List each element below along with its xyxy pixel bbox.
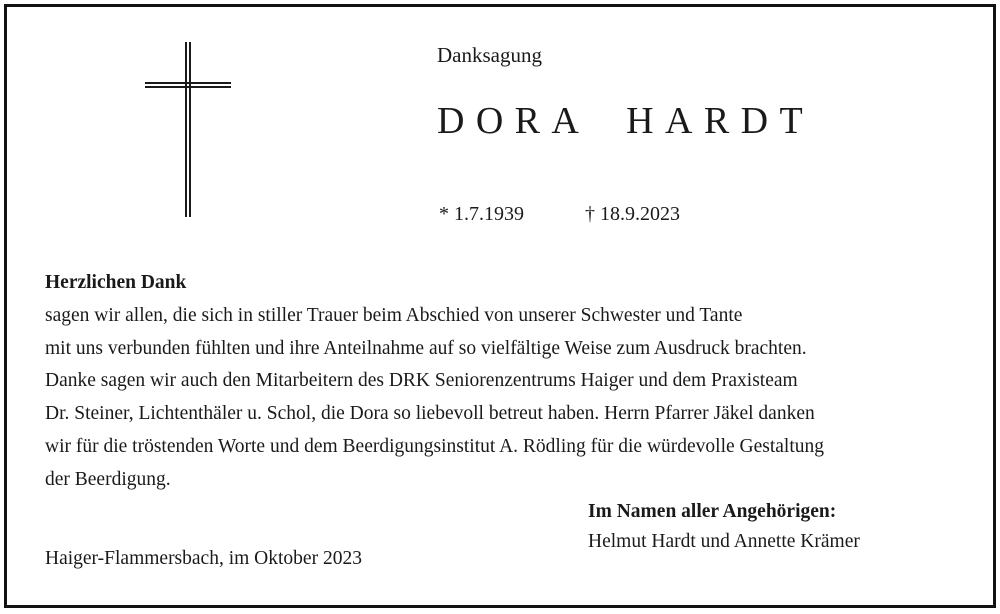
signature-title: Im Namen aller Angehörigen: <box>588 501 837 522</box>
text-line: Danke sagen wir auch den Mitarbeitern des DRK Seniorenzentrums Haiger und dem Praxisteam <box>45 370 798 392</box>
deceased-name: DORA HARDT <box>437 100 815 142</box>
text-line: wir für die tröstenden Worte und dem Beerdigungsinstitut A. Rödling für die würdevolle Gestaltung <box>45 435 825 457</box>
thank-you-text <box>45 267 824 497</box>
death-date: † 18.9.2023 <box>585 203 680 225</box>
text-line: Dr. Steiner, Lichtenthäler u. Schol, die Dora so liebevoll betreut haben. Herrn Pfarrer Jäkel danken <box>45 403 815 425</box>
intro-line: Herzlichen Dank <box>45 272 187 293</box>
text-line: der Beerdigung. <box>45 468 171 490</box>
place-and-date: Haiger-Flammersbach, im Oktober 2023 <box>45 548 362 569</box>
notice-heading: Danksagung <box>437 43 542 67</box>
text-line: sagen wir allen, die sich in stiller Trauer beim Abschied von unserer Schwester und Tante <box>45 304 743 326</box>
latin-cross-icon <box>142 42 232 217</box>
obituary-notice-frame <box>4 4 996 608</box>
signature-names: Helmut Hardt und Annette Krämer <box>588 531 860 552</box>
text-line: mit uns verbunden fühlten und ihre Anteilnahme auf so vielfältige Weise zum Ausdruck brachten. <box>45 337 807 359</box>
signature-block <box>588 497 860 557</box>
birth-date: * 1.7.1939 <box>439 203 524 225</box>
